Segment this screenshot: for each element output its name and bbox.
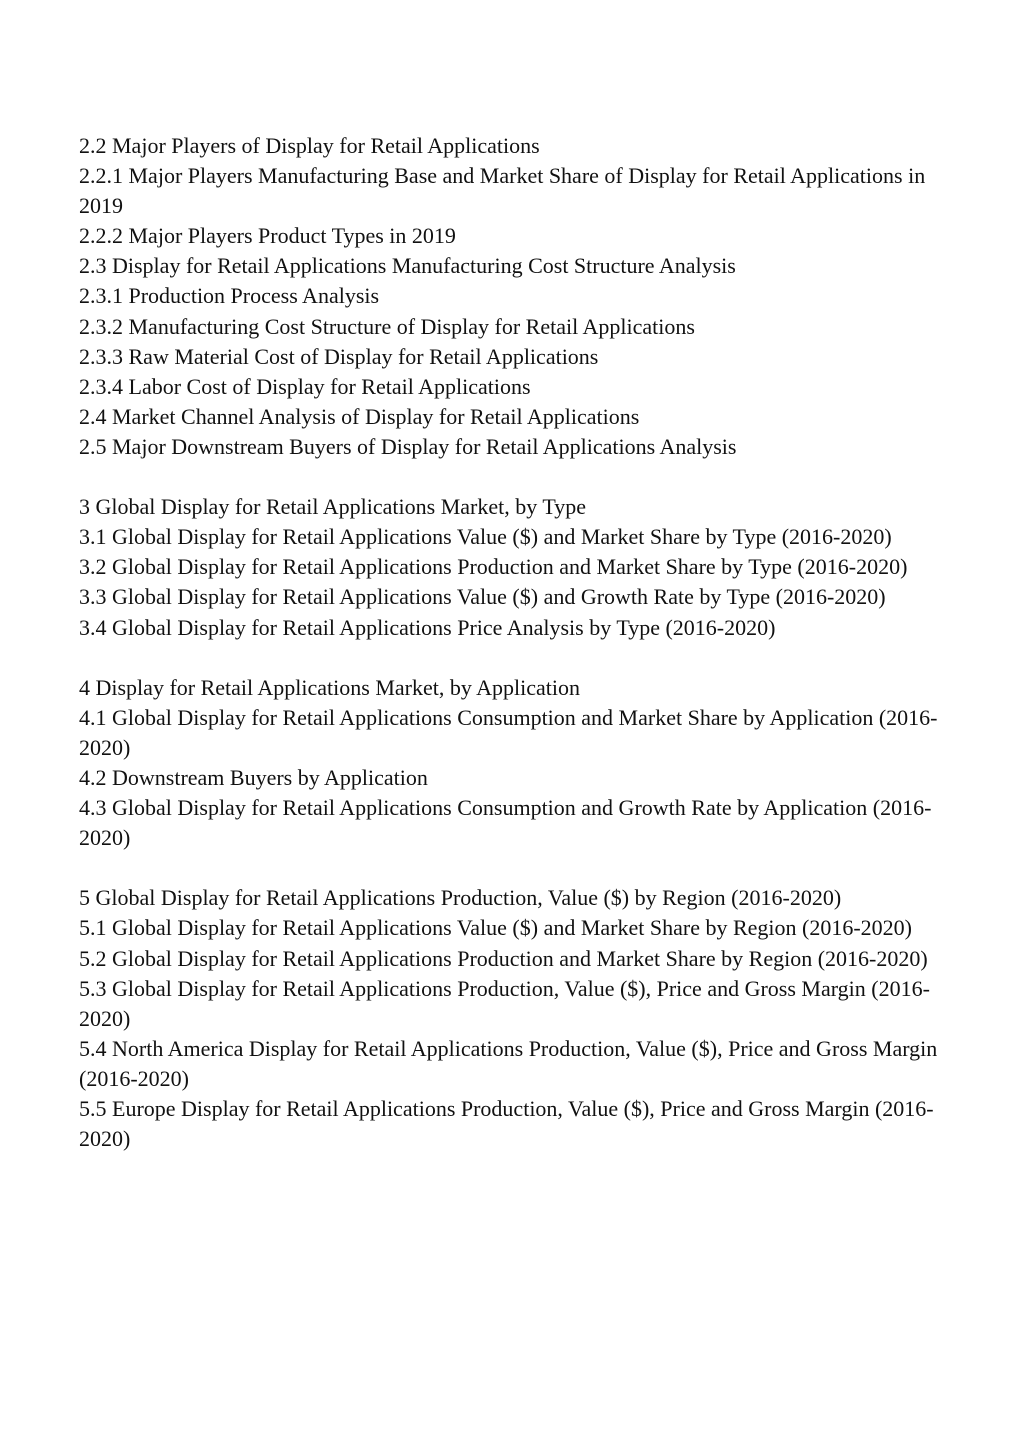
toc-entry-3-3: 3.3 Global Display for Retail Applications Value ($) and Growth Rate by Type (2016-2020): [79, 584, 886, 610]
toc-entry-2-3-3: 2.3.3 Raw Material Cost of Display for Retail Applications: [79, 343, 599, 369]
toc-entry-3-1: 3.1 Global Display for Retail Applications Value ($) and Market Share by Type (2016-2020): [79, 524, 892, 550]
toc-section-3: [79, 492, 959, 642]
toc-section-2: [79, 131, 959, 462]
toc-entry-2-5: 2.5 Major Downstream Buyers of Display for Retail Applications Analysis: [79, 433, 737, 459]
toc-entry-3-4: 3.4 Global Display for Retail Applications Price Analysis by Type (2016-2020): [79, 614, 776, 640]
toc-entry-2-2: 2.2 Major Players of Display for Retail Applications: [79, 133, 540, 158]
toc-entry-2-2-1: 2.2.1 Major Players Manufacturing Base and Market Share of Display for Retail Applications in 2019: [79, 163, 926, 219]
toc-entry-4-1: 4.1 Global Display for Retail Applications Consumption and Market Share by Application (2016-2020): [79, 704, 938, 760]
toc-section-4: [79, 673, 959, 854]
toc-entry-2-3-1: 2.3.1 Production Process Analysis: [79, 283, 380, 309]
section-spacer: [79, 853, 959, 883]
toc-entry-4-2: 4.2 Downstream Buyers by Application: [79, 764, 428, 790]
toc-entry-5-4: 5.4 North America Display for Retail Applications Production, Value ($), Price and Gross Margin (2016-2020): [79, 1035, 938, 1091]
toc-entry-2-4: 2.4 Market Channel Analysis of Display for Retail Applications: [79, 403, 640, 429]
toc-entry-5-3: 5.3 Global Display for Retail Applications Production, Value ($), Price and Gross Margin (2016-2020): [79, 975, 930, 1031]
toc-entry-2-3-2: 2.3.2 Manufacturing Cost Structure of Display for Retail Applications: [79, 313, 695, 339]
table-of-contents: [79, 131, 959, 1154]
toc-entry-5-5: 5.5 Europe Display for Retail Applications Production, Value ($), Price and Gross Margin (2016-2020): [79, 1096, 934, 1152]
toc-entry-2-3-4: 2.3.4 Labor Cost of Display for Retail Applications: [79, 373, 531, 399]
section-spacer: [79, 462, 959, 492]
toc-entry-5: 5 Global Display for Retail Applications Production, Value ($) by Region (2016-2020): [79, 885, 842, 911]
toc-entry-3: 3 Global Display for Retail Applications Market, by Type: [79, 494, 587, 520]
toc-entry-2-3: 2.3 Display for Retail Applications Manufacturing Cost Structure Analysis: [79, 253, 736, 279]
toc-entry-4-3: 4.3 Global Display for Retail Applications Consumption and Growth Rate by Application (2016-2020): [79, 795, 932, 851]
toc-entry-5-2: 5.2 Global Display for Retail Applications Production and Market Share by Region (2016-2020): [79, 945, 928, 971]
toc-entry-5-1: 5.1 Global Display for Retail Applications Value ($) and Market Share by Region (2016-2020): [79, 915, 912, 941]
toc-entry-2-2-2: 2.2.2 Major Players Product Types in 2019: [79, 223, 456, 249]
toc-entry-4: 4 Display for Retail Applications Market, by Application: [79, 674, 581, 700]
toc-entry-3-2: 3.2 Global Display for Retail Applications Production and Market Share by Type (2016-2020): [79, 554, 908, 580]
section-spacer: [79, 643, 959, 673]
toc-section-5: [79, 883, 959, 1154]
